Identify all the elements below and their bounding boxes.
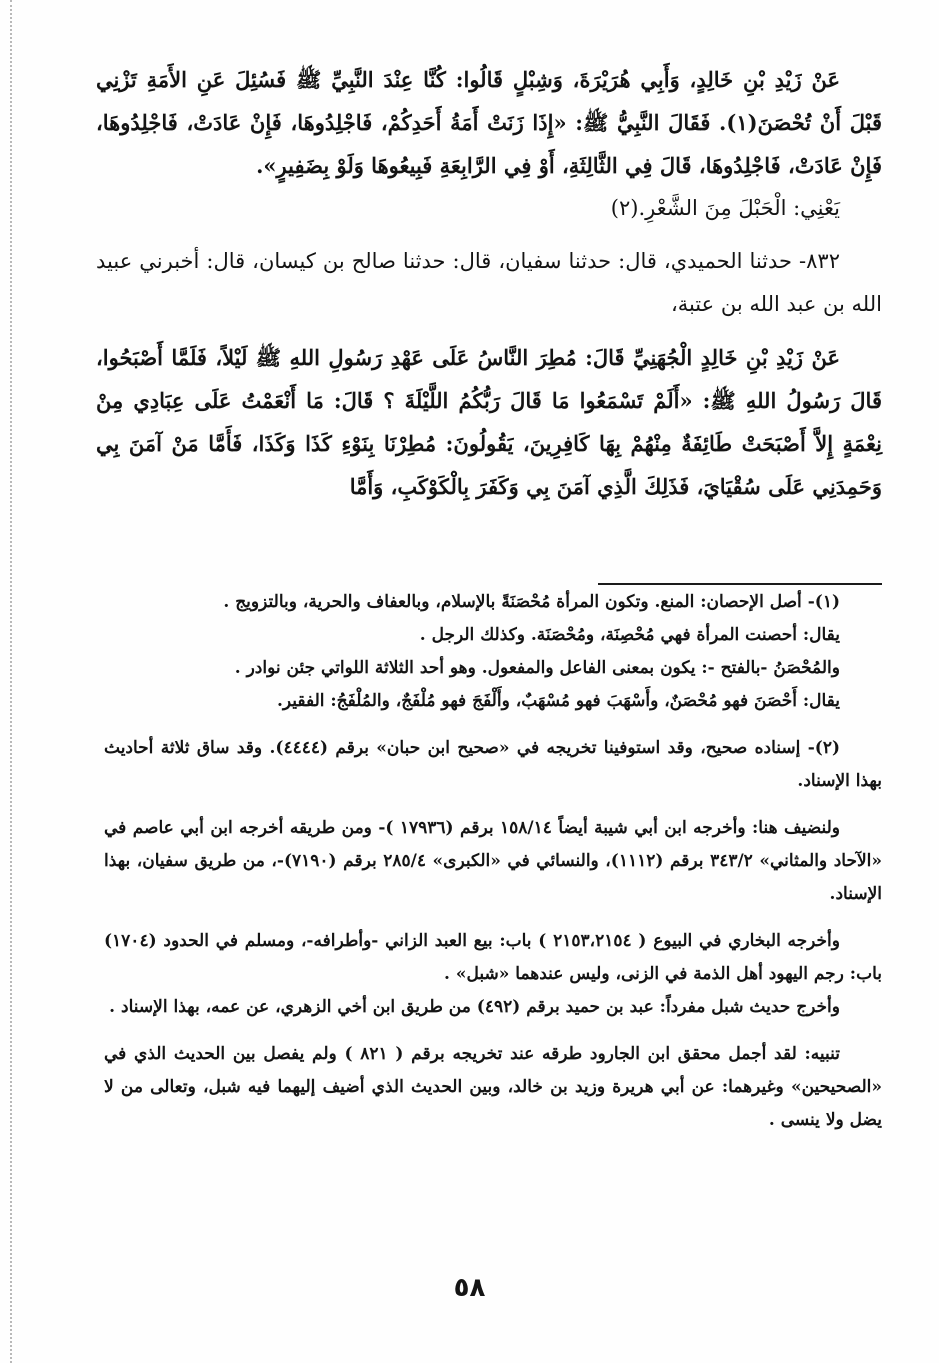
footnote-2: (٢)- إسناده صحيح، وقد استوفينا تخريجه في «صحيح ابن حبان» برقم (٤٤٤٤). وقد ساق ثلاثة أحاديث بهذا الإسناد.	[104, 738, 882, 791]
main-text	[96, 58, 882, 508]
footnote-2-notice: تنبيه: لقد أجمل محقق ابن الجارود طرقه عند تخريجه برقم ( ٨٢١ ) ولم يفصل بين الحديث الذي في «الصحيحين» وغيرهما: عن أبي هريرة وزيد بن خالد، وبين الحديث الذي أضيف إليهما فيه شبل، وتعالى من لا يضل ولا ينسى .	[104, 1044, 882, 1130]
footnote-2-shibl: وأخرج حديث شبل مفرداً: عبد بن حميد برقم (٤٩٢) من طريق ابن أخي الزهري، عن عمه، بهذا الإسناد .	[109, 997, 840, 1017]
footnote-2-addition: ولنضيف هنا: وأخرجه ابن أبي شيبة أيضاً ١٥٨/١٤ برقم (١٧٩٣٦ )- ومن طريقه أخرجه ابن أبي عاصم في «الآحاد والمثاني» ٣٤٣/٢ برقم (١١١٢)، والنسائي في «الكبرى» ٢٨٥/٤ برقم (٧١٩٠)-، من طريق سفيان، بهذا الإسناد.	[104, 818, 882, 904]
footnote-1-line-1: (١)- أصل الإحصان: المنع. وتكون المرأة مُحْصَنَةً بالإسلام، وبالعفاف والحرية، وبالتزويج .	[223, 592, 840, 612]
hadith-paragraph-832: عَنْ زَيْدِ بْنِ خَالِدٍ الْجُهَنِيِّ قَالَ: مُطِرَ النَّاسُ عَلَى عَهْدِ رَسُولِ اللهِ ﷺ لَيْلاً، فَلَمَّا أَصْبَحُوا، قَالَ رَسُولُ اللهِ ﷺ: «أَلَمْ تَسْمَعُوا مَا قَالَ رَبُّكُمُ اللَّيْلَةَ ؟ قَالَ: مَا أَنْعَمْتُ عَلَى عِبَادِي مِنْ نِعْمَةٍ إِلاَّ أَصْبَحَتْ طَائِفَةٌ مِنْهُمْ بِهَا كَافِرِينَ، يَقُولُونَ: مُطِرْنَا بِنَوْءِ كَذَا وَكَذَا، فَأَمَّا مَنْ آمَنَ بِي وَحَمِدَنِي عَلَى سُقْيَايَ، فَذَلِكَ الَّذِي آمَنَ بِي وَكَفَرَ بِالْكَوْكَبِ، وَأَمَّا	[96, 345, 882, 499]
footnote-1-line-3: والمُحْصَنُ -بالفتح -: يكون بمعنى الفاعل والمفعول. وهو أحد الثلاثة اللواتي جئن نوادر .	[234, 658, 840, 678]
footnote-1-line-2: يقال: أحصنت المرأة فهي مُحْصِنَة، ومُحْصَنَة. وكذلك الرجل .	[419, 625, 840, 645]
scan-edge-dots	[10, 0, 12, 1363]
footnote-separator	[598, 583, 882, 585]
footnote-2-bukhari-muslim: وأخرجه البخاري في البيوع ( ٢١٥٣،٢١٥٤ ) باب: بيع العبد الزاني -وأطرافه-، ومسلم في الحدود (١٧٠٤) باب: رجم اليهود أهل الذمة في الزنى، وليس عندهما «شبل» .	[104, 931, 882, 984]
hadith-paragraph-831: عَنْ زَيْدِ بْنِ خَالِدٍ، وَأَبِي هُرَيْرَةَ، وَشِبْلٍ قَالُوا: كُنَّا عِنْدَ النَّبِيِّ ﷺ فَسُئِلَ عَنِ الأَمَةِ تَزْنِي قَبْلَ أَنْ تُحْصَنَ(١). فَقَالَ النَّبِيُّ ﷺ: «إِذَا زَنَتْ أَمَةُ أَحَدِكُمْ، فَاجْلِدُوهَا، فَإِنْ عَادَتْ، فَاجْلِدُوهَا، فَإِنْ عَادَتْ، فَاجْلِدُوهَا، قَالَ فِي الثَّالِثَةِ، أَوْ فِي الرَّابِعَةِ فَبِيعُوهَا وَلَوْ بِضَفِيرٍ».	[96, 67, 882, 178]
explanation-line: يَعْنِي: الْحَبْلَ مِنَ الشَّعْرِ.(٢)	[610, 196, 840, 220]
page-number: ٥٨	[453, 1273, 486, 1303]
isnad-paragraph-832: ٨٣٢- حدثنا الحميدي، قال: حدثنا سفيان، قال: حدثنا صالح بن كيسان، قال: أخبرني عبيد الله بن عبد الله بن عتبة،	[96, 249, 882, 316]
footnote-1-line-4: يقال: أَحْصَنَ فهو مُحْصَنٌ، وأَسْهَبَ فهو مُسْهَبٌ، وأَلْفَجَ فهو مُلْفَجٌ، والمُلْفَجُ: الفقير.	[276, 691, 840, 711]
footnotes	[104, 586, 882, 1137]
